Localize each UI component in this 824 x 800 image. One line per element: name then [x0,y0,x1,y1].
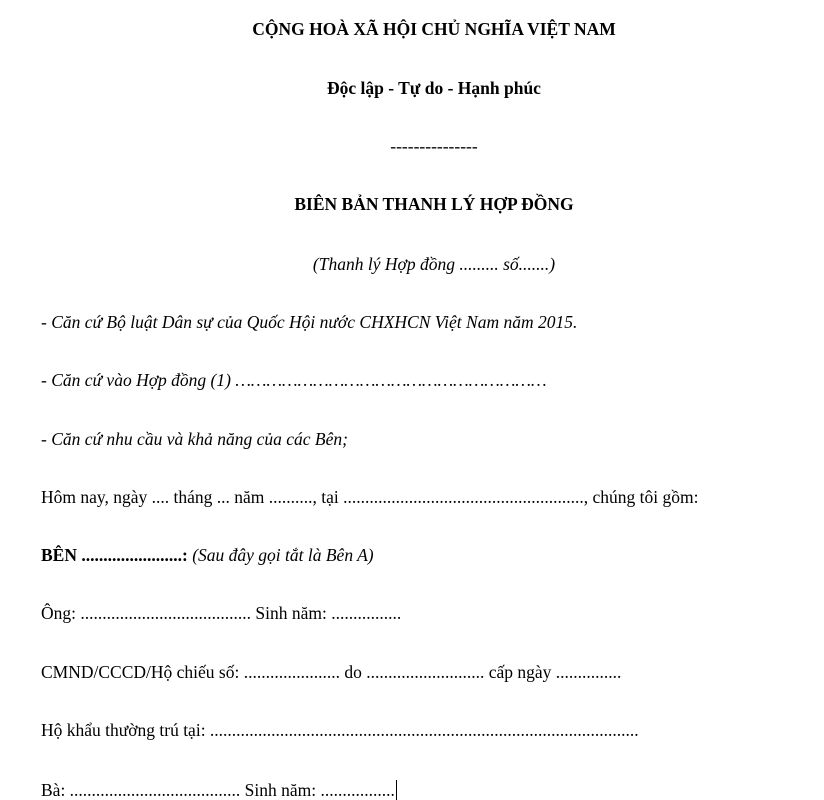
document-subtitle: (Thanh lý Hợp đồng ......... số.......) [312,254,556,274]
header-divider: --------------- [390,136,478,156]
ground-civil-code: - Căn cứ Bộ luật Dân sự của Quốc Hội nước CHXHCN Việt Nam năm 2015. [41,312,578,332]
party-a-label: BÊN .......................: [41,545,188,565]
text-cursor [396,780,397,800]
ground-needs: - Căn cứ nhu cầu và khả năng của các Bên; [41,429,348,449]
national-motto: Độc lập - Tự do - Hạnh phúc [327,78,541,98]
field-ong: Ông: ....................................... Sinh năm: ................ [41,603,402,623]
field-residence: Hộ khẩu thường trú tại: .................................................................................................. [41,720,639,740]
document-title: BIÊN BẢN THANH LÝ HỢP ĐỒNG [294,194,574,214]
party-a-heading [41,547,374,565]
field-ba-row[interactable] [41,780,397,800]
field-id-card: CMND/CCCD/Hộ chiếu số: ...................... do ........................... cấp ngày ............... [41,662,622,682]
party-a-note: (Sau đây gọi tắt là Bên A) [192,545,374,565]
national-title: CỘNG HOÀ XÃ HỘI CHỦ NGHĨA VIỆT NAM [252,19,616,39]
ground-contract: - Căn cứ vào Hợp đồng (1) …………………………………………………… [41,370,547,390]
intro-date-place: Hôm nay, ngày .... tháng ... năm .........., tại ......................................................., chúng tôi gồm: [41,487,699,507]
field-ba: Bà: ....................................... Sinh năm: ................. [41,780,395,800]
